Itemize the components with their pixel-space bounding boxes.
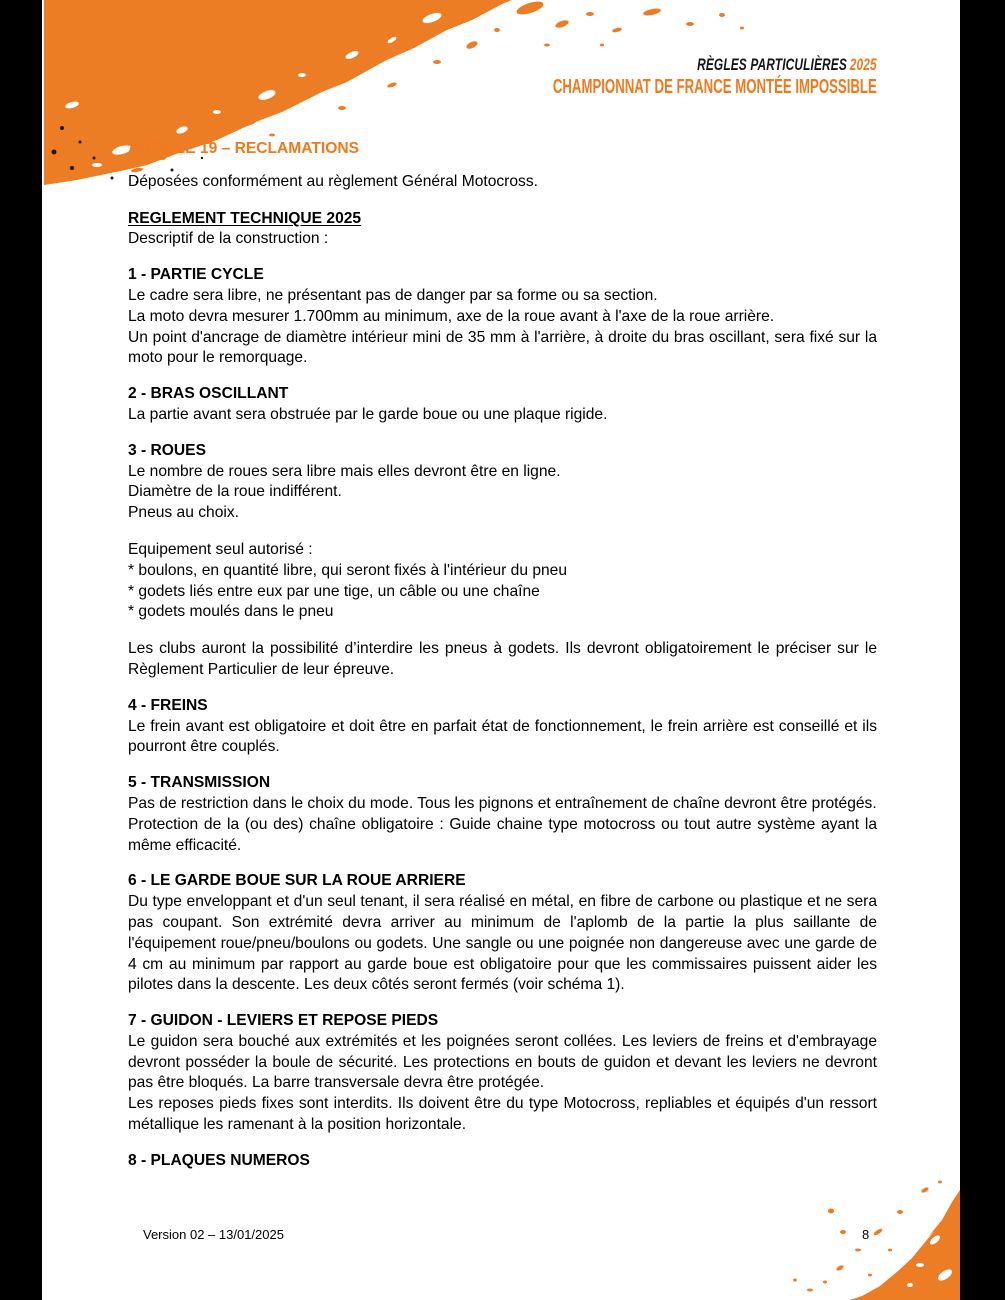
paragraph: Protection de la (ou des) chaîne obligatoire : Guide chaine type motocross ou tout autre système ayant la même efficacité.: [128, 815, 877, 854]
section-title: 3 - ROUES: [128, 441, 206, 459]
footer-page-number: 8: [862, 1227, 870, 1242]
paragraph: Les reposes pieds fixes sont interdits. Ils doivent être du type Motocross, repliables et équipés d'un ressort métallique les ramenant à la position horizontale.: [128, 1095, 877, 1134]
regulation-section: [128, 265, 877, 369]
paragraph: La moto devra mesurer 1.700mm au minimum, axe de la roue avant à l'axe de la roue arrière.: [128, 307, 775, 325]
paragraph: Pas de restriction dans le choix du mode. Tous les pignons et entraînement de chaîne devront être protégés.: [128, 794, 877, 812]
paragraph: * godets moulés dans le pneu: [128, 603, 334, 621]
document-page: [42, 0, 960, 1300]
section-body: [128, 892, 877, 996]
right-margin-bar: [960, 0, 1005, 1300]
section-body: [128, 794, 877, 856]
paragraph: Le cadre sera libre, ne présentant pas de danger par sa forme ou sa section.: [128, 286, 658, 304]
left-margin-bar: [0, 0, 42, 1300]
section-body: [128, 462, 877, 681]
article-19-title: ARTICLE 19 – RECLAMATIONS: [128, 140, 360, 157]
paragraph: * boulons, en quantité libre, qui seront fixés à l'intérieur du pneu: [128, 561, 568, 579]
article-19-body: Déposées conformément au règlement Général Motocross.: [128, 172, 538, 190]
section-title: 8 - PLAQUES NUMEROS: [128, 1151, 310, 1169]
regulation-section: [128, 871, 877, 996]
reglement-technique-title: REGLEMENT TECHNIQUE 2025: [128, 209, 362, 227]
section-body: [128, 1032, 877, 1136]
paragraph: Du type enveloppant et d'un seul tenant, il sera réalisé en métal, en fibre de carbone ou plastique et ne sera pas coupant. Son extrémité devra arriver au minimum de l'aplomb de la partie la plus saillante de l'équipement roue/pneu/boulons ou godets. Une sangle ou une poignée non dangereuse avec une garde de 4 cm au minimum par rapport au garde boue est obligatoire pour que les commissaires puissent aider les pilotes dans la descente. Les deux côtés seront fermés (voir schéma 1).: [128, 893, 877, 994]
regulation-section: [128, 696, 877, 758]
section-body: [128, 717, 877, 759]
section-title: 6 - LE GARDE BOUE SUR LA ROUE ARRIERE: [128, 872, 466, 890]
paragraph: Le nombre de roues sera libre mais elles devront être en ligne.: [128, 462, 561, 480]
paragraph: * godets liés entre eux par une tige, un câble ou une chaîne: [128, 582, 540, 600]
paragraph: Le frein avant est obligatoire et doit être en parfait état de fonctionnement, le frein arrière est conseillé et ils pourront être couplés.: [128, 717, 877, 756]
paragraph: Equipement seul autorisé :: [128, 540, 313, 558]
footer-version: Version 02 – 13/01/2025: [143, 1227, 284, 1242]
document-content: [128, 0, 877, 1172]
section-body: [128, 405, 877, 426]
paragraph: Pneus au choix.: [128, 504, 239, 522]
paragraph: Les clubs auront la possibilité d’interdire les pneus à godets. Ils devront obligatoirement le préciser sur le Règlement Particulier de leur épreuve.: [128, 640, 877, 678]
section-body: [128, 286, 877, 369]
regulation-section: [128, 773, 877, 856]
regulation-section: [128, 1011, 877, 1136]
section-title: 2 - BRAS OSCILLANT: [128, 385, 289, 403]
paragraph: Un point d'ancrage de diamètre intérieur mini de 35 mm à l'arrière, à droite du bras oscillant, sera fixé sur la moto pour le remorquage.: [128, 328, 877, 367]
section-title: 4 - FREINS: [128, 696, 208, 714]
brand-title-year: 2025: [849, 55, 877, 74]
reglement-technique-subtitle: Descriptif de la construction :: [128, 230, 329, 248]
sections: [128, 265, 877, 1171]
regulation-section: [128, 384, 877, 426]
section-title: 7 - GUIDON - LEVIERS ET REPOSE PIEDS: [128, 1012, 439, 1030]
section-title: 1 - PARTIE CYCLE: [128, 266, 264, 284]
brand-title-text: RÈGLES PARTICULIÈRES: [697, 55, 848, 74]
paragraph: Diamètre de la roue indifférent.: [128, 483, 342, 501]
brand-subtitle: CHAMPIONNAT DE FRANCE MONTÉE IMPOSSIBLE: [553, 76, 877, 98]
regulation-section: [128, 441, 877, 681]
regulation-section: [128, 1151, 877, 1172]
section-title: 5 - TRANSMISSION: [128, 774, 271, 792]
paragraph: Le guidon sera bouché aux extrémités et les poignées seront collées. Les leviers de freins et d'embrayage devront posséder la boule de sécurité. Les protections en bouts de guidon et devant les leviers ne devront pas être bloqués. La barre transversale devra être protégée.: [128, 1032, 877, 1092]
paragraph: La partie avant sera obstruée par le garde boue ou une plaque rigide.: [128, 405, 608, 423]
